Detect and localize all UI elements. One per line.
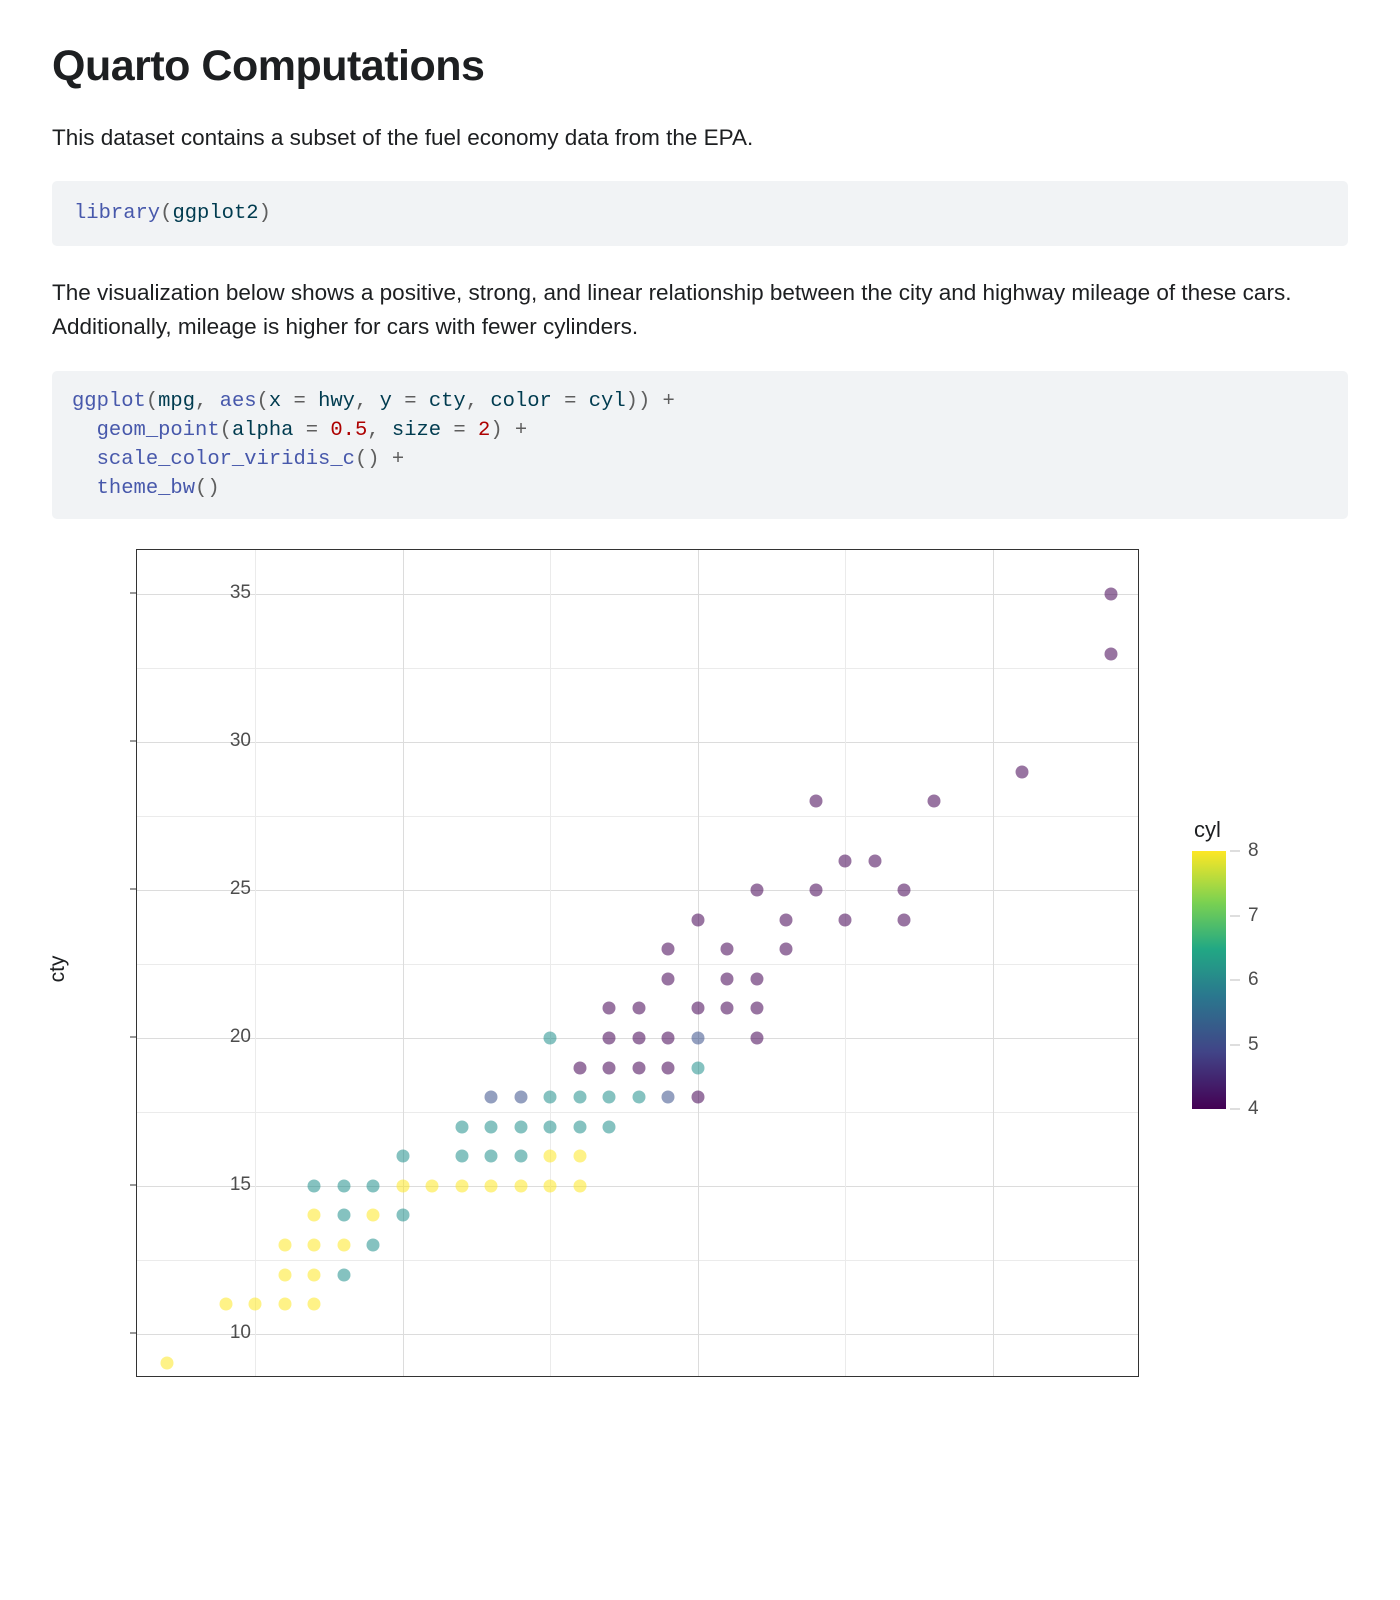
gridline-vertical-minor: [845, 550, 846, 1376]
gridline-vertical: [993, 550, 994, 1376]
code-cell-library[interactable]: [52, 181, 1348, 246]
data-point: [544, 1032, 557, 1045]
data-point: [603, 1002, 616, 1015]
data-point: [249, 1298, 262, 1311]
data-point: [632, 1002, 645, 1015]
code-line: geom_point(alpha = 0.5, size = 2) +: [96, 418, 528, 442]
data-point: [278, 1239, 291, 1252]
data-point: [485, 1150, 498, 1163]
data-point: [367, 1239, 380, 1252]
data-point: [809, 884, 822, 897]
data-point: [485, 1120, 498, 1133]
data-point: [632, 1032, 645, 1045]
data-point: [278, 1268, 291, 1281]
data-point: [308, 1298, 321, 1311]
data-point: [219, 1298, 232, 1311]
data-point: [632, 1091, 645, 1104]
data-point: [662, 1061, 675, 1074]
data-point: [839, 854, 852, 867]
data-point: [455, 1150, 468, 1163]
gridline-vertical-minor: [255, 550, 256, 1376]
legend: [1192, 817, 1342, 1120]
data-point: [691, 1061, 704, 1074]
code-line: ggplot(mpg, aes(x = hwy, y = cty, color = cyl)) +: [72, 389, 675, 413]
data-point: [455, 1179, 468, 1192]
data-point: [750, 884, 763, 897]
data-point: [662, 1091, 675, 1104]
gridline-horizontal-minor: [137, 1112, 1138, 1113]
y-tick-label: 30: [229, 730, 251, 752]
data-point: [780, 943, 793, 956]
legend-tick-mark: [1230, 915, 1240, 916]
y-tick-label: 15: [229, 1173, 251, 1195]
data-point: [308, 1268, 321, 1281]
data-point: [721, 1002, 734, 1015]
data-point: [927, 795, 940, 808]
code-cell-ggplot[interactable]: [52, 371, 1348, 519]
gridline-vertical: [403, 550, 404, 1376]
gridline-horizontal: [137, 890, 1138, 891]
data-point: [632, 1061, 645, 1074]
data-point: [514, 1120, 527, 1133]
legend-tick-mark: [1230, 1109, 1240, 1110]
data-point: [544, 1120, 557, 1133]
y-tick-label: 25: [229, 878, 251, 900]
y-tick-mark: [130, 741, 136, 742]
data-point: [868, 854, 881, 867]
data-point: [337, 1179, 350, 1192]
data-point: [514, 1150, 527, 1163]
data-point: [308, 1239, 321, 1252]
data-point: [455, 1120, 468, 1133]
legend-tick-label: 7: [1248, 904, 1259, 926]
gridline-vertical: [698, 550, 699, 1376]
gridline-horizontal: [137, 742, 1138, 743]
data-point: [308, 1179, 321, 1192]
code-token-function: library: [74, 202, 161, 226]
data-point: [514, 1091, 527, 1104]
data-point: [308, 1209, 321, 1222]
gridline-horizontal: [137, 1334, 1138, 1335]
data-point: [1016, 765, 1029, 778]
y-tick-mark: [130, 1184, 136, 1185]
data-point: [721, 943, 734, 956]
plot-panel: [136, 549, 1139, 1377]
data-point: [750, 1002, 763, 1015]
data-point: [662, 972, 675, 985]
data-point: [544, 1091, 557, 1104]
data-point: [367, 1209, 380, 1222]
code-token-paren-open: (: [160, 202, 173, 226]
y-tick-mark: [130, 1037, 136, 1038]
gridline-horizontal-minor: [137, 816, 1138, 817]
data-point: [485, 1091, 498, 1104]
data-point: [750, 1032, 763, 1045]
gridline-horizontal-minor: [137, 1260, 1138, 1261]
y-tick-mark: [130, 889, 136, 890]
data-point: [337, 1209, 350, 1222]
y-tick-label: 20: [229, 1026, 251, 1048]
data-point: [691, 913, 704, 926]
legend-tick-mark: [1230, 851, 1240, 852]
data-point: [573, 1179, 586, 1192]
data-point: [544, 1150, 557, 1163]
gridline-horizontal-minor: [137, 668, 1138, 669]
gridline-horizontal-minor: [137, 964, 1138, 965]
data-point: [278, 1298, 291, 1311]
legend-tick-label: 8: [1248, 840, 1259, 862]
data-point: [662, 943, 675, 956]
y-tick-mark: [130, 1332, 136, 1333]
data-point: [1104, 588, 1117, 601]
data-point: [691, 1002, 704, 1015]
data-point: [396, 1209, 409, 1222]
data-point: [514, 1179, 527, 1192]
data-point: [750, 972, 763, 985]
data-point: [809, 795, 822, 808]
legend-tick-label: 6: [1248, 969, 1259, 991]
gridline-vertical-minor: [550, 550, 551, 1376]
data-point: [573, 1061, 586, 1074]
legend-tick-label: 4: [1248, 1098, 1259, 1120]
code-token-argument: ggplot2: [172, 202, 259, 226]
data-point: [780, 913, 793, 926]
y-tick-mark: [130, 593, 136, 594]
data-point: [367, 1179, 380, 1192]
y-axis-title: cty: [46, 955, 69, 983]
page-title: Quarto Computations: [52, 42, 485, 90]
code-line: scale_color_viridis_c() +: [96, 447, 405, 471]
data-point: [160, 1357, 173, 1370]
legend-colorbar: [1192, 851, 1226, 1109]
data-point: [426, 1179, 439, 1192]
data-point: [603, 1061, 616, 1074]
data-point: [691, 1032, 704, 1045]
code-token-paren-close: ): [258, 202, 271, 226]
legend-tick-mark: [1230, 980, 1240, 981]
data-point: [485, 1179, 498, 1192]
legend-tick-mark: [1230, 1044, 1240, 1045]
data-point: [1104, 647, 1117, 660]
data-point: [721, 972, 734, 985]
gridline-horizontal: [137, 594, 1138, 595]
data-point: [603, 1120, 616, 1133]
data-point: [396, 1179, 409, 1192]
data-point: [839, 913, 852, 926]
data-point: [603, 1032, 616, 1045]
description-paragraph: The visualization below shows a positive, strong, and linear relationship between the city and highway mileage of these cars. Additionally, mileage is higher for cars with fewer cylinders.: [52, 280, 1292, 340]
gridline-horizontal: [137, 1186, 1138, 1187]
scatter-plot: [46, 549, 1348, 1379]
legend-title: cyl: [1194, 817, 1221, 843]
data-point: [603, 1091, 616, 1104]
y-tick-label: 10: [229, 1321, 251, 1343]
data-point: [573, 1120, 586, 1133]
data-point: [898, 913, 911, 926]
data-point: [396, 1150, 409, 1163]
y-tick-label: 35: [229, 582, 251, 604]
data-point: [544, 1179, 557, 1192]
data-point: [691, 1091, 704, 1104]
data-point: [573, 1091, 586, 1104]
data-point: [337, 1239, 350, 1252]
intro-paragraph: This dataset contains a subset of the fuel economy data from the EPA.: [52, 125, 754, 150]
code-line: theme_bw(): [96, 477, 220, 500]
data-point: [337, 1268, 350, 1281]
data-point: [573, 1150, 586, 1163]
data-point: [898, 884, 911, 897]
data-point: [662, 1032, 675, 1045]
legend-tick-label: 5: [1248, 1033, 1259, 1055]
